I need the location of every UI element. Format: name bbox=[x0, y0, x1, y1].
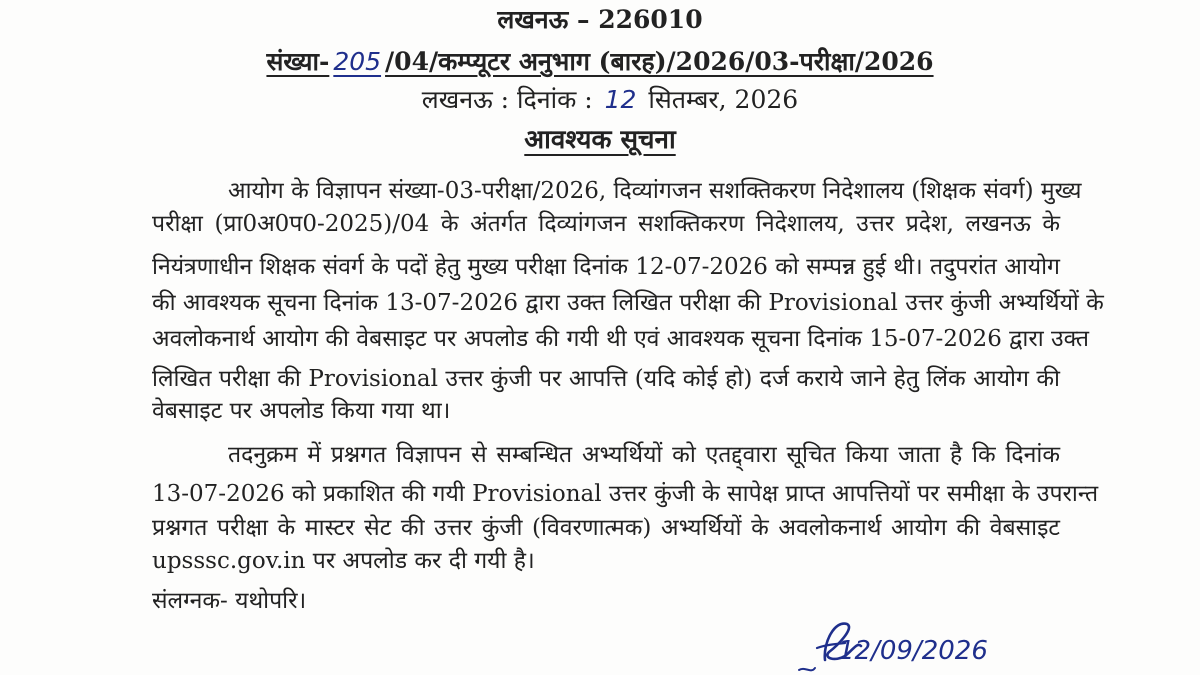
reference-number-line bbox=[0, 44, 1200, 78]
paragraph-1-line-3: नियंत्रणाधीन शिक्षक संवर्ग के पदों हेतु मुख्य परीक्षा दिनांक 12-07-2026 को सम्पन्न हुई थी। तदुपरांत आयोग bbox=[152, 254, 1060, 280]
issue-date-prefix: लखनऊ : दिनांक : bbox=[421, 85, 593, 114]
paragraph-2-line-1: तदनुक्रम में प्रश्नगत विज्ञापन से सम्बन्धित अभ्यर्थियों को एतद्द्वारा सूचित किया जाता है कि दिनांक bbox=[228, 442, 1060, 468]
reference-suffix: /04/कम्प्यूटर अनुभाग (बारह)/2026/03-परीक्षा/2026 bbox=[385, 47, 934, 76]
paragraph-2-line-4: upsssc.gov.in पर अपलोड कर दी गयी है। bbox=[152, 548, 535, 574]
issue-date-suffix: सितम्बर, 2026 bbox=[648, 85, 799, 114]
reference-prefix: संख्या- bbox=[266, 47, 330, 76]
enclosure-line: संलग्नक- यथोपरि। bbox=[152, 588, 307, 614]
reference-handwritten-number: 205 bbox=[333, 47, 382, 76]
signature-handwritten-date: 12/09/2026 bbox=[838, 636, 988, 666]
paragraph-2-line-3: प्रश्नगत परीक्षा के मास्टर सेट की उत्तर कुंजी (विवरणात्मक) अभ्यर्थियों के अवलोकनार्थ आयोग की वेबसाइट bbox=[152, 515, 1060, 541]
paragraph-1-line-2: परीक्षा (प्रा0अ0प0-2025)/04 के अंतर्गत दिव्यांगजन सशक्तिकरण निदेशालय, उत्तर प्रदेश, लखनऊ के bbox=[152, 211, 1060, 237]
paragraph-1-line-5: अवलोकनार्थ आयोग की वेबसाइट पर अपलोड की गयी थी एवं आवश्यक सूचना दिनांक 15-07-2026 द्वारा उक्त bbox=[152, 326, 1090, 352]
notice-title-text: आवश्यक सूचना bbox=[524, 125, 676, 155]
office-city-pin: लखनऊ – 226010 bbox=[497, 5, 703, 34]
paragraph-1-line-7: वेबसाइट पर अपलोड किया गया था। bbox=[152, 398, 451, 424]
paragraph-1-line-4: की आवश्यक सूचना दिनांक 13-07-2026 द्वारा उक्त लिखित परीक्षा की Provisional उत्तर कुंजी अभ्यर्थियों के bbox=[152, 290, 1104, 316]
issue-date-line bbox=[0, 82, 1200, 116]
notice-title bbox=[0, 120, 1200, 156]
paragraph-1-line-6: लिखित परीक्षा की Provisional उत्तर कुंजी पर आपत्ति (यदि कोई हो) दर्ज कराये जाने हेतु लिंक आयोग की bbox=[152, 366, 1060, 392]
paragraph-2-line-2: 13-07-2026 को प्रकाशित की गयी Provisional उत्तर कुंजी के सापेक्ष प्राप्त आपत्तियों पर समीक्षा के उपरान्त bbox=[152, 481, 1099, 507]
paragraph-1-line-1: आयोग के विज्ञापन संख्या-03-परीक्षा/2026, दिव्यांगजन सशक्तिकरण निदेशालय (शिक्षक संवर्ग) मुख्य bbox=[228, 178, 1082, 204]
issue-date-handwritten-day: 12 bbox=[604, 85, 637, 114]
